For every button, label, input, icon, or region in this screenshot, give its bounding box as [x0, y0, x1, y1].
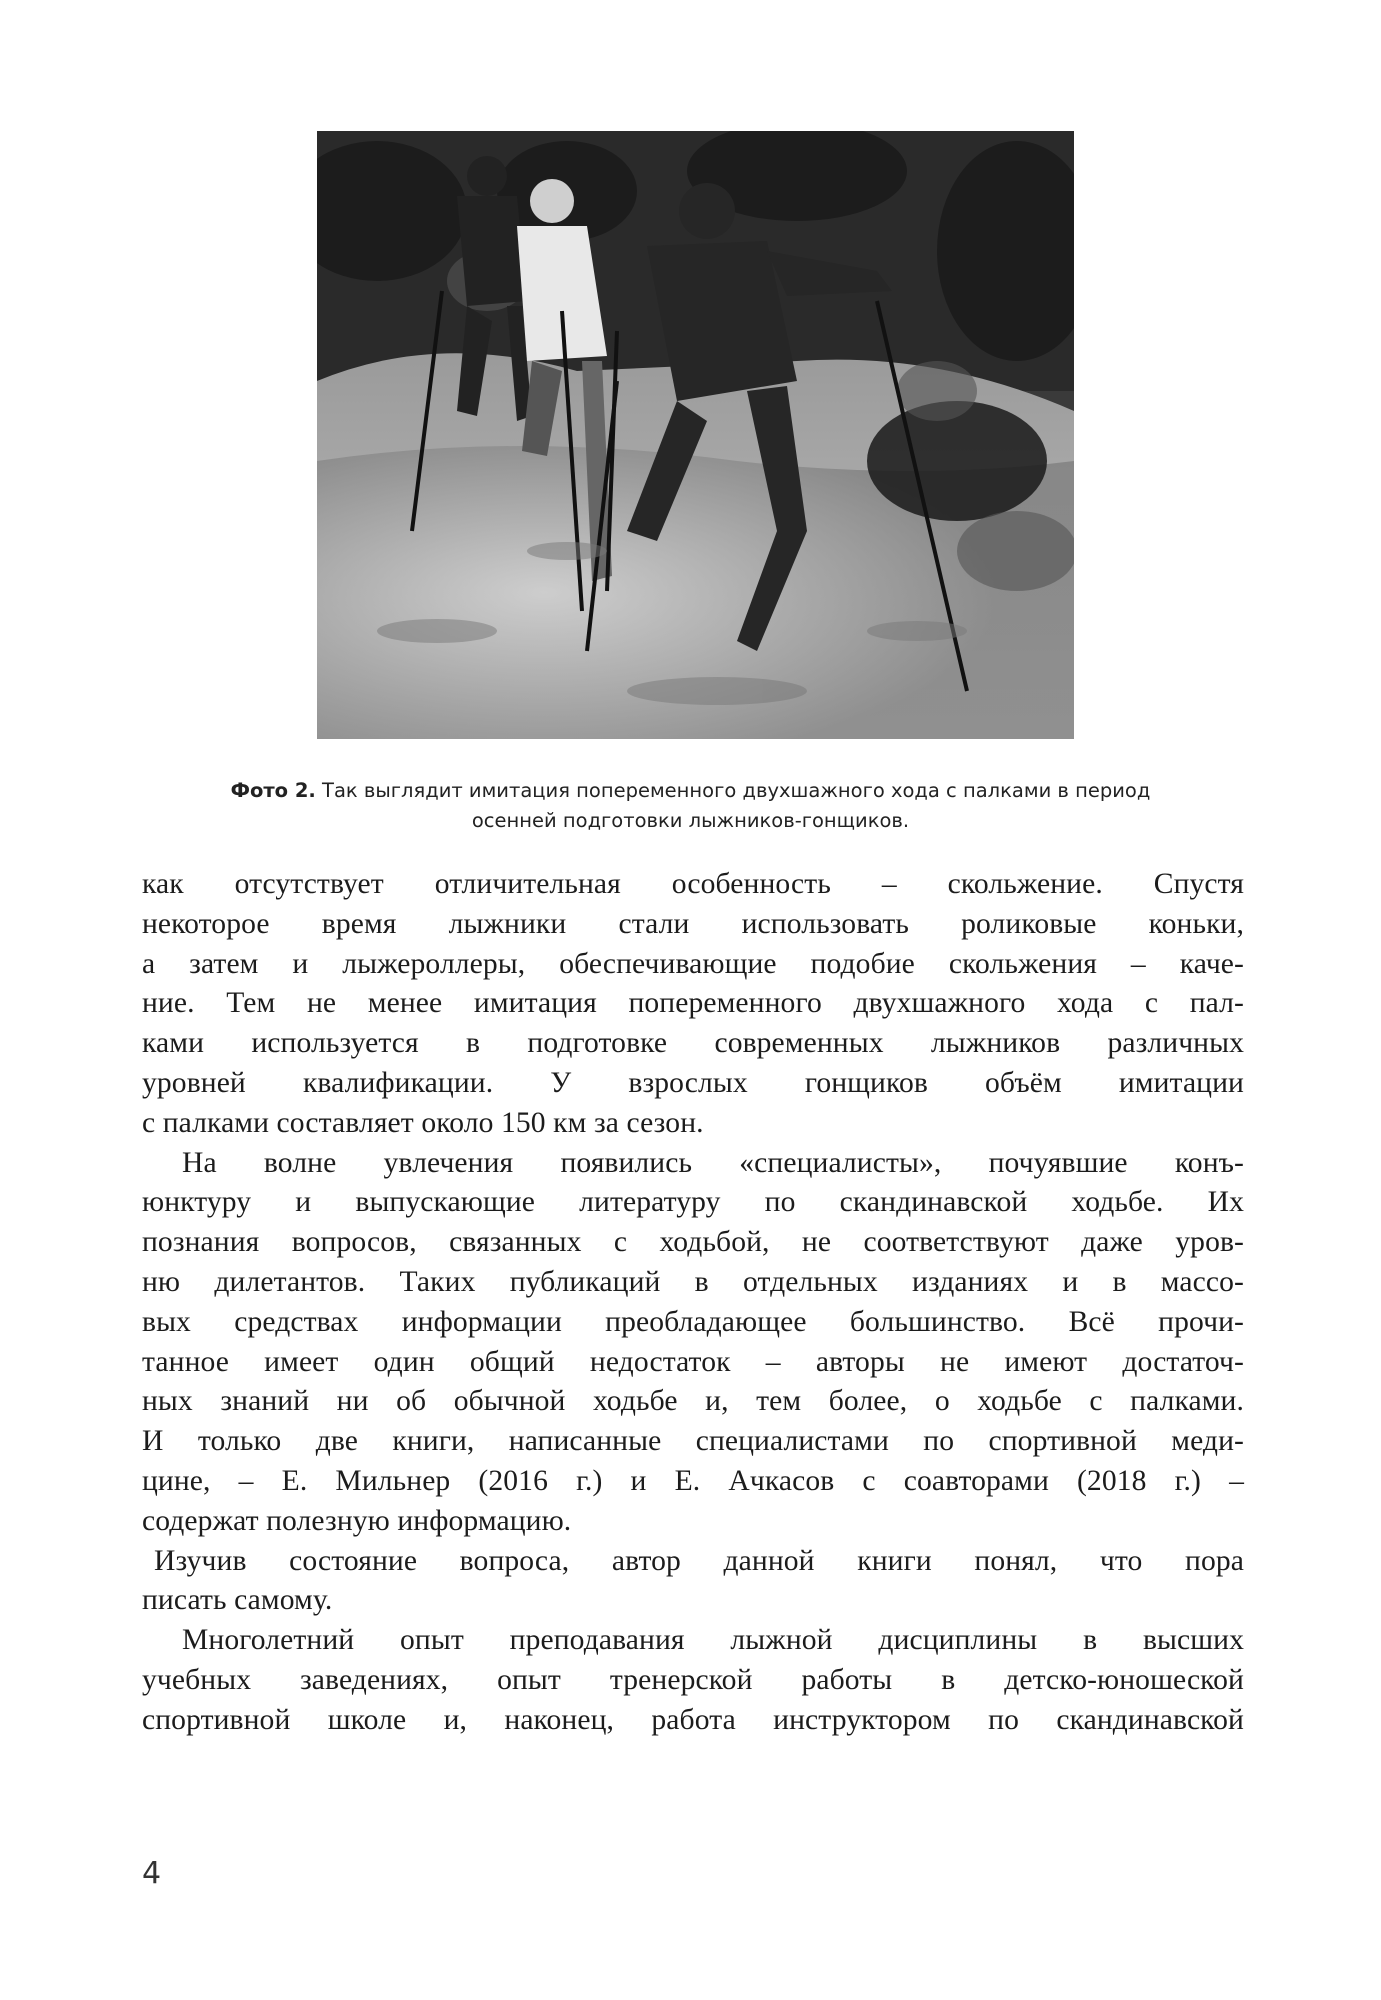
text-line: содержат полезную информацию. — [142, 1504, 572, 1537]
text-line: вых средствах информации преобладающее большинство. Всё прочи- — [142, 1305, 1244, 1338]
text-line: ных знаний ни об обычной ходьбе и, тем более, о ходьбе с палками. — [142, 1385, 1244, 1418]
caption-line-1 — [140, 776, 1241, 806]
text-line: познания вопросов, связанных с ходьбой, не соответствуют даже уров- — [142, 1226, 1244, 1259]
text-line: Изучив состояние вопроса, автор данной книги понял, что пора — [154, 1544, 1244, 1577]
text-line: а затем и лыжероллеры, обеспечивающие подобие скольжения – каче- — [142, 947, 1244, 980]
text-line: уровней квалификации. У взрослых гонщиков объём имитации — [142, 1066, 1244, 1099]
photo-caption — [140, 776, 1241, 836]
text-line: с палками составляет около 150 км за сезон. — [142, 1106, 704, 1139]
text-line: юнктуру и выпускающие литературу по скандинавской ходьбе. Их — [142, 1186, 1244, 1219]
page-number: 4 — [142, 1856, 162, 1891]
text-line: И только две книги, написанные специалистами по спортивной меди- — [142, 1425, 1244, 1458]
body-text — [142, 865, 1244, 1741]
caption-text-1: Так выглядит имитация попеременного двухшажного хода с палками в период — [315, 779, 1151, 802]
text-line: ню дилетантов. Таких публикаций в отдельных изданиях и в массо- — [142, 1265, 1244, 1298]
caption-lead: Фото 2. — [230, 779, 316, 802]
caption-line-2: осенней подготовки лыжников-гонщиков. — [471, 809, 910, 832]
text-line: На волне увлечения появились «специалисты», почуявшие конъ- — [182, 1146, 1244, 1179]
paragraph-1 — [142, 865, 1244, 1144]
paragraph-2 — [142, 1144, 1244, 1542]
text-line: как отсутствует отличительная особенность – скольжение. Спустя — [142, 868, 1244, 900]
text-line: танное имеет один общий недостаток – авторы не имеют достаточ- — [142, 1345, 1244, 1378]
photo-skiers-uphill — [317, 131, 1074, 739]
paragraph-4 — [142, 1621, 1244, 1740]
text-line: Многолетний опыт преподавания лыжной дисциплины в высших — [182, 1624, 1244, 1657]
text-line: писать самому. — [142, 1584, 333, 1617]
text-line: ние. Тем не менее имитация попеременного двухшажного хода с пал- — [142, 987, 1244, 1020]
paragraph-3 — [142, 1542, 1244, 1622]
text-line: ками используется в подготовке современных лыжников различных — [142, 1027, 1244, 1060]
text-line: спортивной школе и, наконец, работа инструктором по скандинавской — [142, 1703, 1244, 1736]
text-line: некоторое время лыжники стали использовать роликовые коньки, — [142, 907, 1244, 940]
photo-skiers-uphill-with-poles-icon — [317, 131, 1074, 739]
text-line: учебных заведениях, опыт тренерской работы в детско-юношеской — [142, 1663, 1244, 1696]
text-line: цине, – Е. Мильнер (2016 г.) и Е. Ачкасов с соавторами (2018 г.) – — [142, 1464, 1244, 1497]
